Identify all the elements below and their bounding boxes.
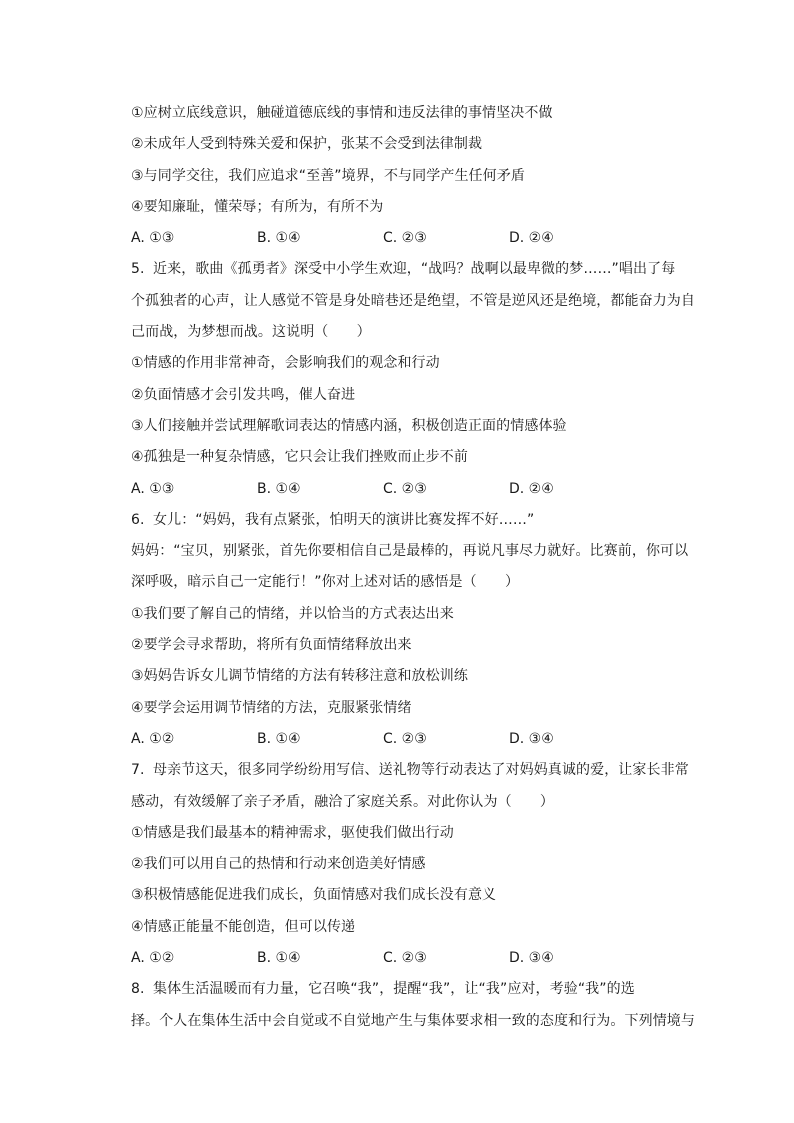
option-a: A. ①② (131, 950, 175, 967)
question-7 (131, 755, 691, 974)
question-number: 7. (131, 762, 145, 779)
question-4-tail (131, 98, 691, 254)
question-stem-line: 感动，有效缓解了亲子矛盾，融洽了家庭关系。对此你认为（ ） (131, 793, 554, 810)
option-b: B. ①④ (257, 480, 301, 497)
answer-options (131, 724, 691, 755)
question-6 (131, 505, 691, 755)
statement-1: ①情感的作用非常神奇，会影响我们的观念和行动 (131, 355, 440, 372)
option-d: D. ③④ (509, 950, 554, 967)
answer-options (131, 223, 691, 254)
page-content (131, 98, 695, 1037)
statement-1: ①我们要了解自己的情绪，并以恰当的方式表达出来 (131, 605, 454, 622)
question-stem-line: 6. 女儿：“妈妈，我有点紧张，怕明天的演讲比赛发挥不好……” (131, 505, 691, 536)
option-b: B. ①④ (257, 950, 301, 967)
question-stem-line: 个孤独者的心声，让人感觉不管是身处暗巷还是绝望，不管是逆风还是绝境，都能奋力为自 (131, 292, 695, 309)
statement-1: ①应树立底线意识，触碰道德底线的事情和违反法律的事情坚决不做 (131, 105, 553, 121)
option-a: A. ①③ (131, 480, 175, 497)
question-stem-line: 5. 近来，歌曲《孤勇者》深受中小学生欢迎，“战吗？战啊以最卑微的梦……”唱出了每 (131, 254, 691, 285)
option-c: C. ②③ (383, 950, 427, 967)
statement-2: ②要学会寻求帮助，将所有负面情绪释放出来 (131, 637, 412, 654)
option-c: C. ②③ (383, 730, 427, 747)
question-number: 8. (131, 981, 145, 998)
statement-3: ③人们接触并尝试理解歌词表达的情感内涵，积极创造正面的情感体验 (131, 417, 567, 434)
option-b: B. ①④ (257, 730, 301, 747)
question-stem-line: 深呼吸，暗示自己一定能行！”你对上述对话的感悟是（ ） (131, 574, 520, 591)
answer-options (131, 474, 691, 505)
question-5 (131, 254, 695, 504)
statement-3: ③妈妈告诉女儿调节情绪的方法有转移注意和放松训练 (131, 668, 468, 685)
statement-4: ④要学会运用调节情绪的方法，克服紧张情绪 (131, 699, 412, 716)
option-c: C. ②③ (383, 230, 427, 247)
question-stem-line: 7. 母亲节这天，很多同学纷纷用写信、送礼物等行动表达了对妈妈真诚的爱，让家长非常 (131, 755, 691, 786)
statement-2: ②未成年人受到特殊关爱和保护，张某不会受到法律制裁 (131, 136, 483, 153)
statement-4: ④孤独是一种复杂情感，它只会让我们挫败而止步不前 (131, 449, 468, 466)
answer-options (131, 943, 691, 974)
option-d: D. ③④ (509, 730, 554, 747)
statement-2: ②我们可以用自己的热情和行动来创造美好情感 (131, 856, 426, 873)
question-stem-line: 妈妈：“宝贝，别紧张，首先你要相信自己是最棒的，再说凡事尽力就好。比赛前，你可以 (131, 543, 689, 560)
question-8 (131, 974, 695, 1037)
option-b: B. ①④ (257, 230, 301, 247)
option-d: D. ②④ (509, 480, 554, 497)
statement-4: ④情感正能量不能创造，但可以传递 (131, 918, 356, 935)
question-stem-line: 择。个人在集体生活中会自觉或不自觉地产生与集体要求相一致的态度和行为。下列情境与 (131, 1012, 695, 1029)
statement-2: ②负面情感才会引发共鸣，催人奋进 (131, 386, 356, 403)
question-number: 5. (131, 261, 145, 278)
option-c: C. ②③ (383, 480, 427, 497)
question-stem-line: 8. 集体生活温暖而有力量，它召唤“我”，提醒“我”，让“我”应对，考验“我”的选 (131, 974, 691, 1005)
option-d: D. ②④ (509, 230, 554, 247)
question-number: 6. (131, 511, 145, 528)
option-a: A. ①③ (131, 230, 175, 247)
question-stem-line: 己而战，为梦想而战。这说明（ ） (131, 324, 371, 341)
statement-1: ①情感是我们最基本的精神需求，驱使我们做出行动 (131, 824, 454, 841)
option-a: A. ①② (131, 730, 175, 747)
statement-3: ③积极情感能促进我们成长，负面情感对我们成长没有意义 (131, 887, 497, 904)
statement-3: ③与同学交往，我们应追求“至善”境界，不与同学产生任何矛盾 (131, 167, 525, 184)
statement-4: ④要知廉耻，懂荣辱；有所为，有所不为 (131, 198, 384, 215)
